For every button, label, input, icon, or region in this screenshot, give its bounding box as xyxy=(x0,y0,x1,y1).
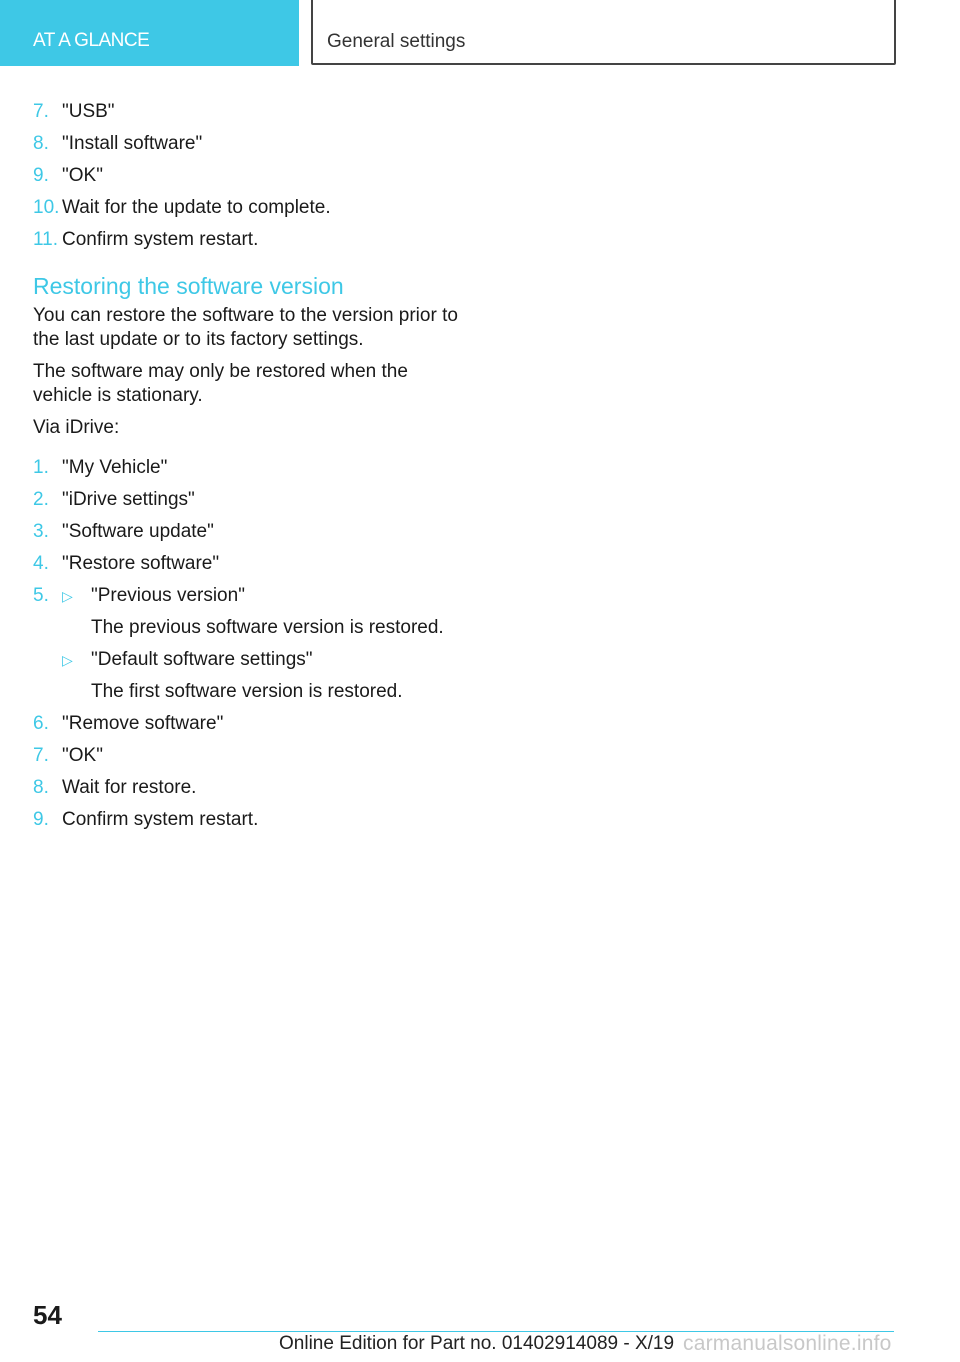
list-item xyxy=(33,776,463,800)
step-text: "Software update" xyxy=(62,521,214,542)
section-tab xyxy=(0,0,299,66)
step-text: "Restore software" xyxy=(62,553,220,574)
list-item xyxy=(33,132,463,156)
step-number: 1. xyxy=(33,457,49,478)
step-number: 9. xyxy=(33,165,49,186)
option-label: "Default software settings" xyxy=(91,649,313,670)
edition-text: Online Edition for Part no. 01402914089 - X/19 xyxy=(279,1333,675,1354)
step-number: 5. xyxy=(33,585,49,606)
chapter-title: General settings xyxy=(327,31,466,52)
list-item xyxy=(33,712,463,736)
sub-list-item xyxy=(62,584,463,640)
step-number: 2. xyxy=(33,489,49,510)
section-heading: Restoring the software version xyxy=(33,273,344,299)
step-text: "Install software" xyxy=(62,133,203,154)
step-text: "Remove software" xyxy=(62,713,224,734)
list-item xyxy=(33,808,463,832)
step-number: 4. xyxy=(33,553,49,574)
list-item xyxy=(33,744,463,768)
step-text: "iDrive settings" xyxy=(62,489,195,510)
option-description: The previous software version is restored. xyxy=(91,617,444,638)
step-number: 3. xyxy=(33,521,49,542)
step-text: Confirm system restart. xyxy=(62,229,259,250)
step-text: "OK" xyxy=(62,165,103,186)
paragraph: Via iDrive: xyxy=(33,417,120,438)
list-item xyxy=(33,584,463,704)
step-number: 10. xyxy=(33,197,60,218)
step-text: Wait for restore. xyxy=(62,777,197,798)
step-number: 6. xyxy=(33,713,49,734)
chapter-title-box xyxy=(311,0,896,65)
list-item xyxy=(33,488,463,512)
watermark: carmanualsonline.info xyxy=(683,1332,892,1355)
step-number: 8. xyxy=(33,777,49,798)
step-text: Confirm system restart. xyxy=(62,809,259,830)
list-item xyxy=(33,456,463,480)
page-number: 54 xyxy=(33,1300,62,1330)
list-item xyxy=(33,520,463,544)
paragraph: You can restore the software to the version prior to the last update or to its factory settings. xyxy=(33,305,458,350)
step-text: "My Vehicle" xyxy=(62,457,168,478)
step-number: 11. xyxy=(33,229,59,250)
paragraph: The software may only be restored when the vehicle is stationary. xyxy=(33,361,408,406)
option-label: "Previous version" xyxy=(91,585,245,606)
option-description: The first software version is restored. xyxy=(91,681,403,702)
step-number: 7. xyxy=(33,745,49,766)
list-item xyxy=(33,164,463,188)
triangle-bullet-icon: ▷ xyxy=(62,652,73,668)
triangle-bullet-icon: ▷ xyxy=(62,588,73,604)
step-text: Wait for the update to complete. xyxy=(62,197,331,218)
list-item xyxy=(33,552,463,576)
main-content xyxy=(33,100,463,840)
list-item xyxy=(33,228,463,252)
step-number: 8. xyxy=(33,133,49,154)
step-number: 7. xyxy=(33,101,49,122)
sub-list-item xyxy=(62,648,463,704)
page-header xyxy=(0,0,960,66)
list-item xyxy=(33,100,463,124)
step-text: "OK" xyxy=(62,745,103,766)
list-item xyxy=(33,196,463,220)
step-number: 9. xyxy=(33,809,49,830)
step-text: "USB" xyxy=(62,101,115,122)
section-label: AT A GLANCE xyxy=(33,30,150,51)
